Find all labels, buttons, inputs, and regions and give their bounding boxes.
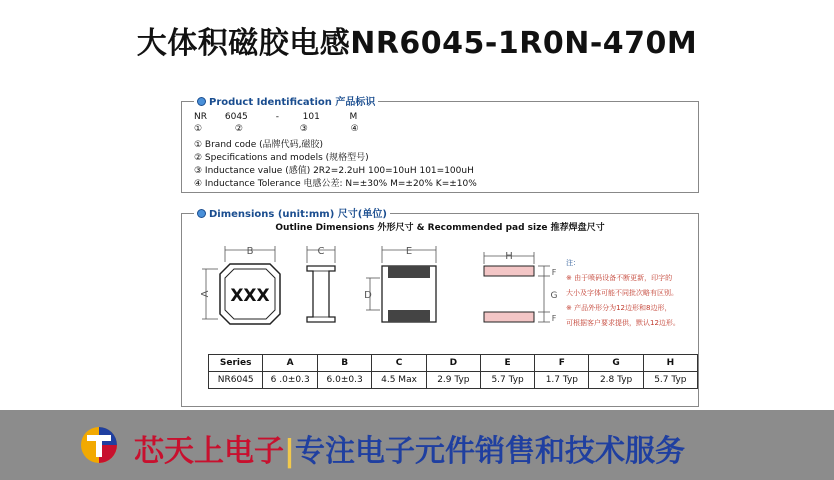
table-header-cell: Series (209, 355, 263, 372)
dimensions-table (208, 354, 698, 389)
bullet-icon (197, 97, 206, 106)
table-cell: NR6045 (209, 372, 263, 389)
table-row (209, 372, 698, 389)
outline-drawings (182, 236, 562, 356)
footer-slogan (134, 426, 685, 470)
side-view-c-drawing (307, 246, 335, 322)
part-number-markers: ① ② ③ ④ (194, 124, 359, 134)
pad-layout-drawing (484, 251, 558, 323)
front-view-drawing (364, 246, 436, 322)
table-cell: 4.5 Max (372, 372, 426, 389)
dim-d-label: D (364, 290, 372, 301)
table-cell: 2.9 Typ (426, 372, 480, 389)
table-header-cell: E (480, 355, 534, 372)
table-cell: 6 .0±0.3 (263, 372, 318, 389)
dimensions-panel (181, 209, 699, 407)
note-line: 注： (566, 259, 580, 267)
table-cell: 5.7 Typ (643, 372, 697, 389)
table-cell: 1.7 Typ (535, 372, 589, 389)
bullet-icon (197, 209, 206, 218)
footer-bar (0, 410, 834, 480)
note-line: 大小及字体可能不同批次略有区别。 (566, 289, 678, 297)
brand-name: 芯天上电子 (134, 434, 284, 469)
table-header-cell: H (643, 355, 697, 372)
dim-f-label-top: F (551, 268, 557, 277)
table-header-row (209, 355, 698, 372)
company-logo-icon (80, 426, 118, 464)
product-identification-heading: Product Identification 产品标识 (194, 93, 378, 108)
table-cell: 6.0±0.3 (317, 372, 371, 389)
dim-g-label: G (550, 291, 558, 301)
note-line: ※ 由于喷码设备不断更新，印字的 (566, 274, 673, 282)
inductance-tolerance-line: ④ Inductance Tolerance 电感公差: N=±30% M=±20% K=±10% (194, 179, 477, 189)
table-cell: 5.7 Typ (480, 372, 534, 389)
table-header-cell: C (372, 355, 426, 372)
table-cell: 2.8 Typ (589, 372, 643, 389)
outline-dimensions-title: Outline Dimensions 外形尺寸 & Recommended pad size 推荐焊盘尺寸 (275, 223, 605, 233)
slogan-separator: | (284, 434, 295, 469)
table-header-cell: D (426, 355, 480, 372)
dim-b-label: B (246, 246, 254, 257)
dimensions-heading: Dimensions (unit:mm) 尺寸(单位) (194, 205, 390, 220)
table-header-cell: F (535, 355, 589, 372)
inductance-value-line: ③ Inductance value (感值) 2R2=2.2uH 100=10uH 101=100uH (194, 166, 474, 176)
note-line: 可根据客户要求提供，默认12边形。 (566, 319, 680, 327)
part-number-fields: NR 6045 - 101 M (194, 112, 358, 122)
table-header-cell: B (317, 355, 371, 372)
note-line: ※ 产品外形分为12边形和8边形， (566, 304, 672, 312)
dim-h-label: H (505, 251, 513, 262)
dim-c-label: C (317, 246, 325, 257)
dim-f-label-bottom: F (551, 314, 557, 323)
marking-text: XXX (230, 286, 270, 306)
table-header-cell: G (589, 355, 643, 372)
page-title: 大体积磁胶电感NR6045-1R0N-470M (136, 26, 698, 61)
table-header-cell: A (263, 355, 318, 372)
top-view-drawing (200, 246, 280, 324)
dim-e-label: E (405, 246, 413, 257)
slogan-text: 专注电子元件销售和技术服务 (294, 434, 685, 469)
specifications-line: ② Specifications and models (规格型号) (194, 153, 369, 163)
product-identification-panel (181, 97, 699, 193)
dim-a-label: A (200, 290, 211, 298)
notes-block (566, 256, 696, 331)
brand-code-line: ① Brand code (品牌代码,磁胶) (194, 140, 324, 150)
